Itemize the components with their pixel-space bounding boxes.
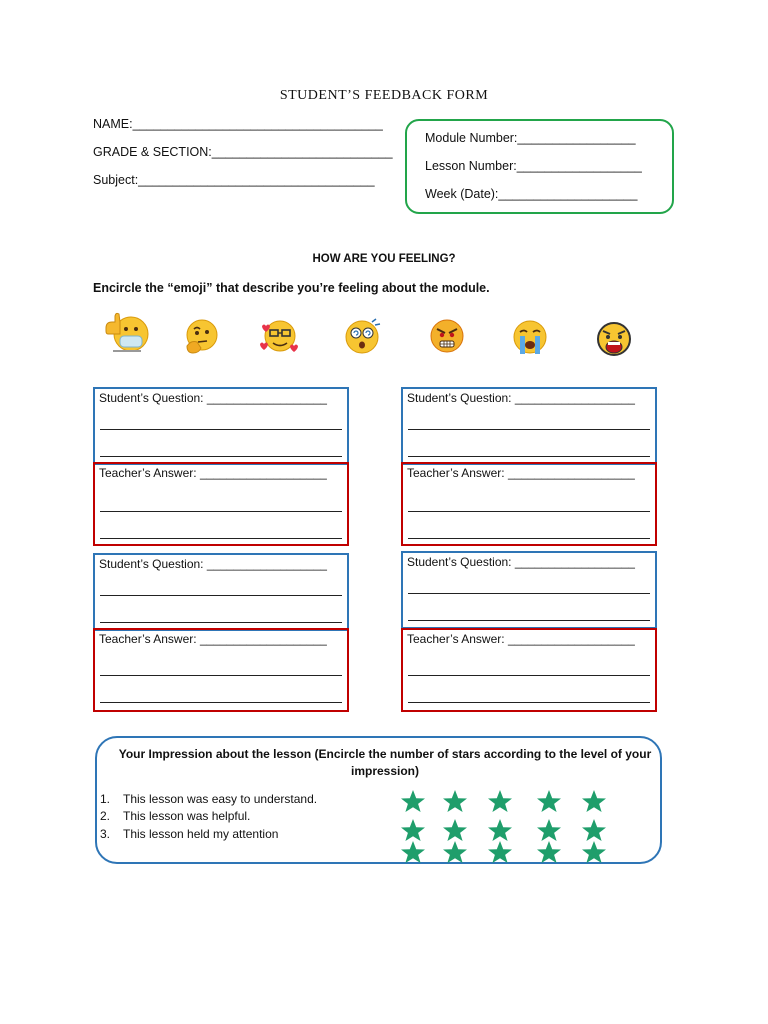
thinking-emoji-icon[interactable] [181, 316, 221, 356]
answer-line[interactable] [408, 538, 650, 539]
rating-star-icon[interactable] [581, 840, 607, 864]
subject-field[interactable]: Subject:__________________________________ [93, 173, 375, 187]
rating-star-icon[interactable] [487, 840, 513, 864]
rating-star-icon[interactable] [400, 818, 426, 842]
impression-item-text: This lesson was easy to understand. [123, 792, 318, 806]
grade-section-field[interactable]: GRADE & SECTION:__________________________ [93, 145, 393, 159]
nerd-hearts-emoji-icon[interactable] [258, 316, 302, 356]
form-title: STUDENT’S FEEDBACK FORM [279, 88, 489, 103]
rating-star-icon[interactable] [442, 818, 468, 842]
rating-star-icon[interactable] [536, 840, 562, 864]
emoji-instruction: Encircle the “emoji” that describe you’re feeling about the module. [93, 281, 490, 295]
answer-line[interactable] [100, 595, 342, 596]
teacher-answer-box[interactable] [93, 462, 349, 546]
rating-star-icon[interactable] [400, 840, 426, 864]
impression-item-number: 1. [100, 792, 111, 806]
rating-star-icon[interactable] [581, 789, 607, 813]
student-question-label: Student’s Question: __________________ [99, 391, 327, 405]
module-number-field[interactable]: Module Number:_________________ [425, 131, 636, 145]
confused-swirl-eyes-emoji-icon[interactable] [342, 316, 382, 356]
answer-line[interactable] [100, 702, 342, 703]
rating-star-icon[interactable] [536, 818, 562, 842]
answer-line[interactable] [408, 702, 650, 703]
impression-item-text: This lesson was helpful. [123, 809, 251, 823]
teacher-answer-label: Teacher’s Answer: ___________________ [99, 632, 327, 646]
rating-star-icon[interactable] [581, 818, 607, 842]
impression-item-number: 3. [100, 827, 111, 841]
answer-line[interactable] [100, 456, 342, 457]
answer-line[interactable] [100, 675, 342, 676]
rating-star-icon[interactable] [487, 789, 513, 813]
impression-item-number: 2. [100, 809, 111, 823]
student-question-box[interactable] [401, 551, 657, 629]
student-question-box[interactable] [93, 387, 349, 465]
rating-star-icon[interactable] [442, 840, 468, 864]
answer-line[interactable] [408, 620, 650, 621]
teacher-answer-box[interactable] [401, 628, 657, 712]
student-question-label: Student’s Question: __________________ [407, 391, 635, 405]
student-question-box[interactable] [401, 387, 657, 465]
answer-line[interactable] [100, 511, 342, 512]
student-question-label: Student’s Question: __________________ [99, 557, 327, 571]
rating-star-icon[interactable] [536, 789, 562, 813]
student-question-label: Student’s Question: __________________ [407, 555, 635, 569]
teacher-answer-box[interactable] [401, 462, 657, 546]
answer-line[interactable] [408, 456, 650, 457]
student-question-box[interactable] [93, 553, 349, 631]
answer-line[interactable] [408, 511, 650, 512]
rating-star-icon[interactable] [487, 818, 513, 842]
rating-star-icon[interactable] [400, 789, 426, 813]
teacher-answer-label: Teacher’s Answer: ___________________ [407, 466, 635, 480]
angry-emoji-icon[interactable] [427, 316, 467, 356]
lesson-number-field[interactable]: Lesson Number:__________________ [425, 159, 642, 173]
rating-star-icon[interactable] [442, 789, 468, 813]
teacher-answer-label: Teacher’s Answer: ___________________ [99, 466, 327, 480]
name-field[interactable]: NAME:____________________________________ [93, 117, 383, 131]
week-date-field[interactable]: Week (Date):____________________ [425, 187, 638, 201]
teacher-answer-label: Teacher’s Answer: ___________________ [407, 632, 635, 646]
crying-emoji-icon[interactable] [510, 318, 550, 358]
feeling-heading: HOW ARE YOU FEELING? [312, 253, 456, 265]
answer-line[interactable] [100, 538, 342, 539]
screaming-emoji-icon[interactable] [594, 319, 634, 359]
thumbs-up-mask-emoji-icon[interactable] [103, 308, 151, 354]
answer-line[interactable] [408, 429, 650, 430]
answer-line[interactable] [408, 593, 650, 594]
teacher-answer-box[interactable] [93, 628, 349, 712]
answer-line[interactable] [100, 429, 342, 430]
impression-item-text: This lesson held my attention [123, 827, 279, 841]
impression-heading: Your Impression about the lesson (Encircle the number of stars according to the level of your impression) [118, 747, 652, 778]
answer-line[interactable] [408, 675, 650, 676]
answer-line[interactable] [100, 622, 342, 623]
